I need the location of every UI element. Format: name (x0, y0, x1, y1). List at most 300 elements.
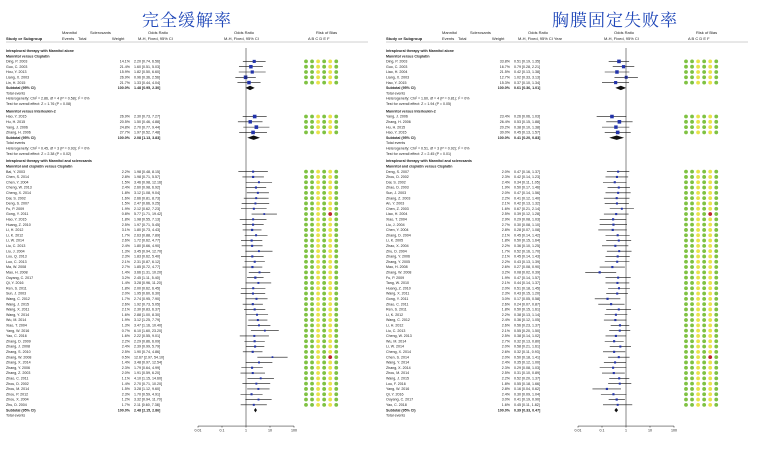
study-or-text: 0.67 [0.21, 2.14] (514, 206, 540, 211)
point-estimate (255, 125, 259, 129)
study-weight: 2.4% (121, 344, 130, 349)
bias-dot (304, 207, 308, 211)
bias-dot (334, 355, 338, 359)
bias-dot (322, 217, 326, 221)
study-name: Zhu, D. 2004 (6, 403, 27, 408)
bias-dot (690, 387, 694, 391)
bias-dot (304, 403, 308, 407)
study-weight: 33.8% (499, 59, 510, 64)
study-name: Wang, X. 2011 (6, 307, 30, 312)
bias-dot (708, 302, 712, 306)
bias-dot (708, 350, 712, 354)
bias-dot (684, 392, 688, 396)
bias-dot (310, 249, 314, 253)
total-events-label: Total events (6, 141, 26, 146)
bias-dot (690, 207, 694, 211)
study-weight: 1.8% (121, 286, 130, 291)
study-or-text: 0.37 [0.10, 1.34] (514, 80, 540, 85)
study-or-text: 0.31 [0.10, 0.89] (514, 371, 540, 376)
bias-dot (714, 60, 718, 64)
bias-dot (304, 212, 308, 216)
point-estimate (252, 372, 254, 374)
subtotal-weight: 100.0% (117, 408, 130, 413)
bias-dot (310, 371, 314, 375)
bias-dot (714, 217, 718, 221)
overall-effect-stat: Test for overall effect: Z = 2.38 (P = 0.02) (6, 151, 72, 156)
bias-dot (690, 223, 694, 227)
study-weight: 2.2% (501, 376, 510, 381)
bias-dot (304, 115, 308, 119)
header-study: Study or Subgroup (386, 36, 423, 41)
bias-dot (696, 207, 700, 211)
bias-dot (322, 228, 326, 232)
bias-dot (702, 361, 706, 365)
study-name: Dai, S. 2002 (386, 180, 406, 185)
point-estimate (249, 120, 252, 123)
bias-dot (316, 202, 320, 206)
bias-dot (334, 371, 338, 375)
bias-dot (714, 115, 718, 119)
bias-dot (690, 371, 694, 375)
bias-dot (328, 292, 332, 296)
point-estimate (260, 377, 262, 379)
bias-dot (328, 239, 332, 243)
bias-dot (316, 308, 320, 312)
plot-title-complete-remission: 完全缓解率 (142, 11, 232, 31)
point-estimate (258, 250, 260, 252)
bias-dot (696, 270, 700, 274)
bias-dot (304, 286, 308, 290)
heterogeneity-stat: Heterogeneity: Chi² = 0.45, df = 3 (P = 0.93); I² = 0% (6, 146, 90, 151)
bias-dot (322, 292, 326, 296)
bias-dot (322, 202, 326, 206)
bias-dot (322, 392, 326, 396)
study-weight: 2.4% (501, 392, 510, 397)
point-estimate (617, 192, 619, 194)
point-estimate (252, 293, 254, 295)
bias-dot (334, 398, 338, 402)
bias-dot (684, 308, 688, 312)
point-estimate (612, 229, 614, 231)
study-or-text: 0.29 [0.08, 1.03] (514, 217, 540, 222)
bias-dot (714, 212, 718, 216)
study-or-text: 0.30 [0.08, 1.10] (514, 222, 540, 227)
bias-dot (690, 244, 694, 248)
bias-dot (714, 339, 718, 343)
bias-dot (684, 196, 688, 200)
bias-dot (690, 228, 694, 232)
x-tick-label: 0.01 (194, 428, 202, 433)
bias-dot (702, 60, 706, 64)
study-name: Qi, Y. 2016 (6, 281, 24, 286)
bias-dot (304, 255, 308, 259)
bias-dot (328, 75, 332, 79)
bias-dot (328, 217, 332, 221)
study-weight: 2.9% (501, 217, 510, 222)
bias-dot (708, 131, 712, 135)
bias-dot (304, 392, 308, 396)
study-weight: 21.7% (119, 80, 130, 85)
study-or-text: 2.11 [0.60, 7.38] (134, 403, 160, 408)
study-name: Gong, Y. 2011 (386, 297, 409, 302)
plot-title-pleurodesis-failure: 胸膜固定失败率 (552, 11, 678, 31)
bias-dot (316, 292, 320, 296)
bias-dot (684, 302, 688, 306)
header-or: Odds Ratio (148, 30, 169, 35)
bias-dot (708, 260, 712, 264)
bias-dot (334, 233, 338, 237)
bias-dot (304, 244, 308, 248)
bias-dot (684, 249, 688, 253)
bias-dot (304, 239, 308, 243)
bias-dot (316, 318, 320, 322)
bias-dot (702, 217, 706, 221)
bias-dot (690, 180, 694, 184)
study-weight: 2.6% (501, 265, 510, 270)
bias-dot (322, 387, 326, 391)
bias-dot (304, 318, 308, 322)
study-name: Huang, Z. 2010 (6, 222, 31, 227)
x-tick-label: 0.01 (574, 428, 582, 433)
study-or-text: 5.77 [1.71, 19.42] (134, 212, 162, 217)
study-name: Guo, C. 2003 (386, 64, 408, 69)
study-or-text: 0.52 [0.16, 1.70] (514, 249, 540, 254)
point-estimate (614, 125, 617, 128)
bias-dot (334, 81, 338, 85)
bias-dot (708, 281, 712, 285)
bias-dot (322, 255, 326, 259)
study-weight: 2.0% (501, 355, 510, 360)
bias-dot (696, 392, 700, 396)
bias-dot (714, 292, 718, 296)
bias-dot (708, 60, 712, 64)
bias-dot (684, 170, 688, 174)
study-weight: 2.3% (121, 392, 130, 397)
study-weight: 1.8% (501, 307, 510, 312)
study-name: Lou, Q. 2013 (6, 254, 27, 259)
bias-dot (334, 350, 338, 354)
bias-dot (334, 276, 338, 280)
study-name: Zhou, M. 2014 (6, 387, 30, 392)
study-name: Chen, S. 2014 (386, 355, 409, 360)
bias-dot (696, 286, 700, 290)
group-heading: Intrapleural therapy with Mannitol and sclerosants (6, 159, 92, 164)
group-subheading: Mannitol and cisplatin versus Cisplatin (6, 164, 73, 169)
bias-dot (714, 170, 718, 174)
study-name: Li, K. 2012 (386, 312, 404, 317)
bias-dot (328, 175, 332, 179)
study-name: Ding, P. 2003 (6, 59, 28, 64)
study-name: Li, W. 2014 (386, 344, 404, 349)
bias-dot (684, 120, 688, 124)
study-weight: 2.4% (501, 180, 510, 185)
point-estimate (614, 361, 616, 363)
study-name: Zhang, D. 2009 (6, 339, 31, 344)
study-weight: 2.4% (121, 244, 130, 249)
bias-dot (310, 361, 314, 365)
point-estimate (255, 186, 257, 188)
bias-dot (702, 255, 706, 259)
bias-dot (316, 329, 320, 333)
bias-dot (328, 382, 332, 386)
bias-dot (334, 265, 338, 269)
bias-dot (702, 313, 706, 317)
bias-dot (696, 329, 700, 333)
bias-dot (316, 286, 320, 290)
bias-dot (702, 276, 706, 280)
bias-dot (702, 387, 706, 391)
point-estimate (618, 120, 622, 124)
forest-body-0 (6, 30, 368, 433)
bias-dot (690, 191, 694, 195)
bias-dot (714, 249, 718, 253)
point-estimate (619, 383, 621, 385)
point-estimate (615, 213, 617, 215)
subtotal-or-text: 0.61 [0.36, 1.01] (514, 86, 541, 91)
study-or-text: 2.39 [0.99, 5.79] (134, 344, 160, 349)
bias-dot (708, 334, 712, 338)
bias-dot (310, 233, 314, 237)
bias-dot (708, 207, 712, 211)
bias-dot (316, 339, 320, 343)
bias-dot (690, 297, 694, 301)
bias-dot (310, 355, 314, 359)
header-or-plot-method: M-H, Fixed, 95% CI (224, 36, 259, 41)
study-weight: 2.1% (501, 328, 510, 333)
bias-dot (316, 186, 320, 190)
subtotal-or-text: 1.48 [0.95, 2.30] (134, 86, 161, 91)
point-estimate (619, 324, 621, 326)
header-or-plot: Odds Ratio (614, 30, 635, 35)
bias-dot (684, 131, 688, 135)
bias-dot (696, 60, 700, 64)
study-weight: 2.1% (121, 307, 130, 312)
bias-dot (702, 202, 706, 206)
study-name: Liang, X. 2003 (6, 75, 30, 80)
bias-dot (684, 217, 688, 221)
bias-dot (310, 265, 314, 269)
study-name: Wang, C. 2012 (6, 297, 30, 302)
point-estimate (250, 393, 252, 395)
bias-dot (328, 65, 332, 69)
study-or-text: 0.52 [0.20, 1.37] (514, 376, 540, 381)
bias-dot (310, 350, 314, 354)
x-tick-label: 0.1 (219, 428, 225, 433)
bias-dot (702, 260, 706, 264)
study-weight: 2.5% (501, 334, 510, 339)
study-or-text: 0.45 [0.14, 1.43] (514, 254, 540, 259)
study-or-text: 3.28 [0.96, 11.20] (134, 281, 162, 286)
bias-dot (696, 302, 700, 306)
bias-dot (304, 361, 308, 365)
bias-dot (708, 115, 712, 119)
point-estimate (614, 181, 616, 183)
overall-effect-stat: Test for overall effect: Z = 1.76 (P = 0.08) (6, 102, 72, 106)
point-estimate (612, 393, 614, 395)
forest-plot-pleurodesis-failure (382, 0, 756, 453)
bias-dot (310, 175, 314, 179)
bias-dot (328, 249, 332, 253)
bias-dot (690, 75, 694, 79)
point-estimate (616, 176, 618, 178)
bias-dot (316, 115, 320, 119)
study-or-text: 0.41 [0.12, 1.40] (514, 196, 540, 201)
bias-dot (690, 313, 694, 317)
bias-dot (702, 350, 706, 354)
bias-dot (304, 217, 308, 221)
subtotal-diamond (247, 136, 260, 140)
bias-dot (328, 371, 332, 375)
bias-dot (684, 361, 688, 365)
bias-dot (304, 186, 308, 190)
bias-dot (690, 60, 694, 64)
bias-dot (708, 398, 712, 402)
bias-dot (304, 270, 308, 274)
bias-dot (714, 286, 718, 290)
study-name: Yang, J. 2006 (386, 114, 408, 119)
study-or-text: 0.47 [0.14, 1.56] (514, 191, 540, 196)
bias-dot (690, 255, 694, 259)
study-name: Tang, W. 2010 (386, 281, 409, 286)
point-estimate (251, 239, 253, 241)
bias-dot (322, 212, 326, 216)
x-tick-label: 1 (245, 428, 247, 433)
study-weight: 2.6% (501, 302, 510, 307)
bias-dot (708, 255, 712, 259)
bias-dot (684, 244, 688, 248)
study-or-text: 1.80 [0.73, 4.43] (134, 228, 160, 233)
study-or-text: 1.70 [0.59, 4.91] (134, 392, 160, 397)
study-weight: 1.9% (121, 318, 130, 323)
bias-dot (708, 217, 712, 221)
bias-dot (696, 180, 700, 184)
study-weight: 2.2% (501, 244, 510, 249)
bias-dot (304, 60, 308, 64)
bias-dot (714, 398, 718, 402)
study-name: Liao, H. 2004 (386, 70, 408, 75)
study-or-text: 2.12 [0.62, 7.23] (134, 206, 160, 211)
bias-dot (316, 223, 320, 227)
point-estimate (617, 234, 619, 236)
study-weight: 2.2% (121, 339, 130, 344)
study-weight: 2.3% (501, 291, 510, 296)
study-or-text: 1.98 [0.55, 7.13] (134, 217, 160, 222)
bias-dot (310, 70, 314, 74)
study-weight: 2.7% (121, 265, 130, 270)
point-estimate (614, 319, 616, 321)
point-estimate (252, 218, 254, 220)
study-or-text: 0.51 [0.19, 1.35] (514, 59, 540, 64)
study-weight: 1.6% (121, 196, 130, 201)
bias-dot (714, 239, 718, 243)
bias-dot (696, 398, 700, 402)
study-or-text: 3.32 [0.94, 11.70] (134, 397, 162, 402)
bias-dot (328, 60, 332, 64)
bias-dot (304, 376, 308, 380)
bias-dot (714, 125, 718, 129)
bias-dot (696, 249, 700, 253)
bias-dot (316, 239, 320, 243)
study-name: Zhang, J. 2008 (6, 344, 30, 349)
bias-dot (690, 65, 694, 69)
study-name: Hao, Y. 2015 (386, 130, 407, 135)
point-estimate (258, 181, 260, 183)
bias-dot (690, 382, 694, 386)
study-or-text: 0.56 [0.23, 1.37] (514, 323, 540, 328)
study-or-text: 2.22 [0.55, 9.01] (134, 334, 160, 339)
bias-dot (316, 403, 320, 407)
study-weight: 2.0% (501, 344, 510, 349)
bias-dot (310, 217, 314, 221)
study-weight: 2.5% (501, 371, 510, 376)
bias-dot (316, 255, 320, 259)
bias-dot (322, 131, 326, 135)
bias-dot (714, 180, 718, 184)
bias-dot (708, 120, 712, 124)
bias-dot (304, 355, 308, 359)
bias-dot (696, 323, 700, 327)
bias-dot (334, 228, 338, 232)
point-estimate (255, 234, 257, 236)
bias-dot (696, 403, 700, 407)
study-weight: 21.5% (499, 70, 510, 75)
study-name: Liu, J. 2004 (6, 249, 25, 254)
bias-dot (316, 175, 320, 179)
study-name: Xiao, T. 2004 (386, 217, 407, 222)
bias-dot (316, 392, 320, 396)
header-events: Events (442, 36, 455, 41)
bias-dot (684, 260, 688, 264)
bias-dot (714, 376, 718, 380)
bias-dot (696, 70, 700, 74)
study-name: Liang, X. 2003 (386, 75, 410, 80)
bias-dot (310, 212, 314, 216)
forest-plot-svg-right (382, 0, 756, 453)
bias-dot (316, 323, 320, 327)
point-estimate (618, 308, 620, 310)
bias-dot (690, 334, 694, 338)
study-name: Fu, P. 2009 (386, 275, 405, 280)
point-estimate (264, 330, 266, 332)
bias-dot (310, 228, 314, 232)
bias-dot (702, 292, 706, 296)
study-or-text: 0.44 [0.14, 1.37] (514, 281, 540, 286)
bias-dot (684, 191, 688, 195)
bias-dot (708, 228, 712, 232)
bias-dot (702, 131, 706, 135)
bias-dot (334, 376, 338, 380)
bias-dot (310, 131, 314, 135)
bias-dot (696, 281, 700, 285)
point-estimate (616, 131, 620, 135)
study-name: Cheng, X. 2014 (6, 191, 31, 196)
study-weight: 0.8% (121, 212, 130, 217)
point-estimate (615, 335, 617, 337)
bias-dot (328, 323, 332, 327)
bias-dot (708, 366, 712, 370)
bias-dot (684, 81, 688, 85)
bias-dot (714, 302, 718, 306)
bias-dot (310, 392, 314, 396)
study-or-text: 1.79 [0.64, 4.99] (134, 365, 160, 370)
bias-dot (334, 297, 338, 301)
bias-dot (708, 339, 712, 343)
bias-dot (310, 366, 314, 370)
subtotal-label: Subtotal (95% CI) (6, 86, 36, 91)
study-weight: 1.9% (501, 185, 510, 190)
bias-dot (684, 265, 688, 269)
study-name: Zhou, D. 2002 (6, 381, 29, 386)
